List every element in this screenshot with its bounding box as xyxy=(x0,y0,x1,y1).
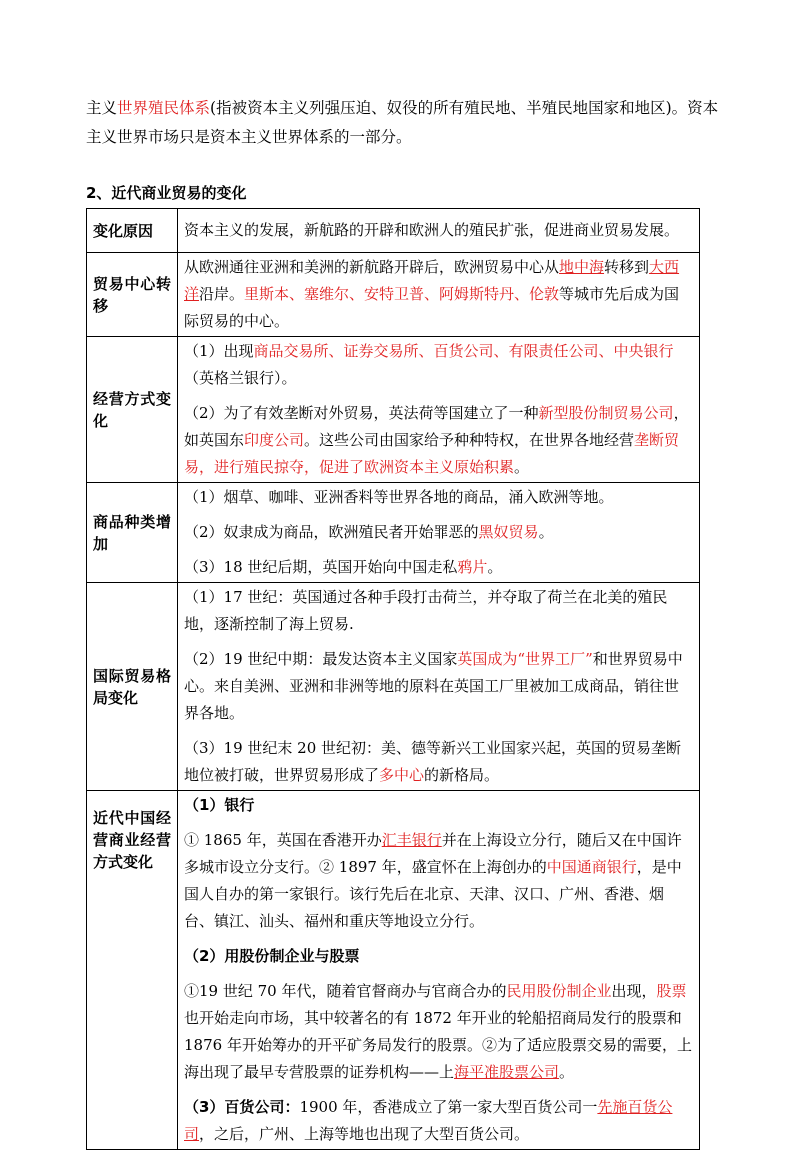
intro-text-1: 主义 xyxy=(86,99,118,117)
text-span: 。 xyxy=(538,523,554,541)
intro-paragraph xyxy=(86,94,726,152)
text-span: ① 1865 年，英国在香港开办 xyxy=(184,831,382,849)
text-span: （3）19 世纪末 20 世纪初：美、德等新兴工业国家兴起，英国的贸易垄断地位被打破，世界贸易形成了 xyxy=(184,739,682,784)
text-span: 。这些公司由国家给予种种特权，在世界各地经营 xyxy=(304,431,635,449)
dept-text xyxy=(184,1093,693,1149)
text-span: 的新格局。 xyxy=(424,766,500,784)
row-key-reason: 变化原因 xyxy=(87,209,178,253)
pattern-item-1: （1）17 世纪：英国通过各种手段打击荷兰，并夺取了荷兰在北美的殖民地，逐渐控制了海上贸易. xyxy=(184,588,668,633)
highlight-span: 垄断贸易，进行殖民掠夺，促进了欧洲资本主义原始积累 xyxy=(184,431,680,476)
text-span: （2）奴隶成为商品，欧洲殖民者开始罪恶的 xyxy=(184,523,479,541)
row-value-reason xyxy=(178,209,700,253)
text-span: ，如英国东 xyxy=(184,404,689,449)
text-span: 。 xyxy=(487,558,503,576)
highlight-span: 股票 xyxy=(656,982,687,1000)
text-span: 出现， xyxy=(611,982,657,1000)
highlight-span: 海平准股票公司 xyxy=(454,1063,560,1081)
text-span: 1900 年，香港成立了第一家大型百货公司一 xyxy=(299,1098,598,1116)
highlight-span: 商品交易所、证券交易所、百货公司、有限责任公司、中央银行 xyxy=(253,342,674,360)
intro-highlight: 世界殖民体系 xyxy=(117,99,211,117)
bank-subtitle: （1）银行 xyxy=(184,796,255,814)
row-value-goods xyxy=(178,483,700,583)
text-span: ，之后，广州、上海等地也出现了大型百货公司。 xyxy=(199,1125,530,1143)
methods-item-2 xyxy=(184,399,693,482)
text-span: （英格兰银行）。 xyxy=(184,369,297,387)
highlight-span: 地中海 xyxy=(559,258,605,276)
row-key-goods: 商品种类增加 xyxy=(87,483,178,583)
reason-text: 资本主义的发展，新航路的开辟和欧洲人的殖民扩张，促进商业贸易发展。 xyxy=(184,221,680,239)
table-row xyxy=(87,337,700,483)
text-span: 从欧洲通往亚洲和美洲的新航路开辟后，欧洲贸易中心从 xyxy=(184,258,560,276)
text-span: 和世界贸易中心。来自美洲、亚洲和非洲等地的原料在英国工厂里被加工成商品，销往世界各地。 xyxy=(184,650,683,722)
text-span: ，是中国人自办的第一家银行。该行先后在北京、天津、汉口、广州、香港、烟台、镇江、汕头、福州和重庆等地设立分行。 xyxy=(184,858,682,930)
highlight-span: 新型股份制贸易公司 xyxy=(538,404,674,422)
highlight-span: 先施百货公司 xyxy=(184,1098,673,1143)
highlight-span: 黑奴贸易 xyxy=(478,523,539,541)
trade-changes-table xyxy=(86,208,700,1150)
methods-item-1 xyxy=(184,337,693,393)
table-row xyxy=(87,209,700,253)
highlight-span: 多中心 xyxy=(379,766,425,784)
goods-item-2 xyxy=(184,518,693,547)
text-span: 也开始走向市场，其中较著名的有 1872 年开业的轮船招商局发行的股票和 1876 年开始筹办的开平矿务局发行的股票。②为了适应股票交易的需要，上海出现了最早专营股票的证券机构——上 xyxy=(184,1009,692,1081)
text-span: 。 xyxy=(514,458,530,476)
highlight-span: 大西洋 xyxy=(184,258,680,303)
text-span: （2）19 世纪中期：最发达资本主义国家 xyxy=(184,650,458,668)
table-row xyxy=(87,483,700,583)
highlight-span: 汇丰银行 xyxy=(381,831,442,849)
stock-text xyxy=(184,977,693,1087)
highlight-span: 民用股份制企业 xyxy=(506,982,612,1000)
highlight-span: 里斯本、塞维尔、安特卫普、阿姆斯特丹、伦敦 xyxy=(244,285,560,303)
text-span: 并在上海设立分行，随后又在中国许多城市设立分支行。② 1897 年，盛宣怀在上海创办的 xyxy=(184,831,682,876)
center-text xyxy=(184,253,693,336)
text-span: （3）18 世纪后期，英国开始向中国走私 xyxy=(184,558,458,576)
bank-text xyxy=(184,826,693,936)
goods-item-3 xyxy=(184,553,693,582)
row-key-methods: 经营方式变化 xyxy=(87,337,178,483)
highlight-span: 中国通商银行 xyxy=(546,858,637,876)
intro-text-2: (指被资本主义列强压迫、奴役的所有殖民地、半殖民地国家和地区)。资本主义世界市场只是资本主义世界体系的一部分。 xyxy=(86,99,719,146)
dept-subtitle: （3）百货公司： xyxy=(184,1098,300,1116)
table-row xyxy=(87,791,700,1150)
row-value-methods xyxy=(178,337,700,483)
text-span: （2）为了有效垄断对外贸易，英法荷等国建立了一种 xyxy=(184,404,539,422)
row-value-china xyxy=(178,791,700,1150)
row-key-center: 贸易中心转移 xyxy=(87,253,178,337)
stock-subtitle: （2）用股份制企业与股票 xyxy=(184,947,360,965)
table-row xyxy=(87,583,700,791)
highlight-span: 英国成为“世界工厂” xyxy=(457,650,593,668)
row-value-center xyxy=(178,253,700,337)
pattern-item-2 xyxy=(184,645,693,728)
table-row xyxy=(87,253,700,337)
highlight-span: 鸦片 xyxy=(457,558,488,576)
row-key-china: 近代中国经营商业经营方式变化 xyxy=(87,791,178,1150)
row-value-pattern xyxy=(178,583,700,791)
text-span: （1）出现 xyxy=(184,342,254,360)
text-span: 转移到 xyxy=(604,258,650,276)
text-span: 沿岸。 xyxy=(199,285,245,303)
highlight-span: 印度公司 xyxy=(244,431,305,449)
text-span: 。 xyxy=(559,1063,575,1081)
text-span: ①19 世纪 70 年代，随着官督商办与官商合办的 xyxy=(184,982,507,1000)
goods-item-1: （1）烟草、咖啡、亚洲香料等世界各地的商品，涌入欧洲等地。 xyxy=(184,488,614,506)
row-key-pattern: 国际贸易格局变化 xyxy=(87,583,178,791)
section-heading: 2、近代商业贸易的变化 xyxy=(86,184,247,202)
pattern-item-3 xyxy=(184,734,693,790)
text-span: 等城市先后成为国际贸易的中心。 xyxy=(184,285,680,330)
